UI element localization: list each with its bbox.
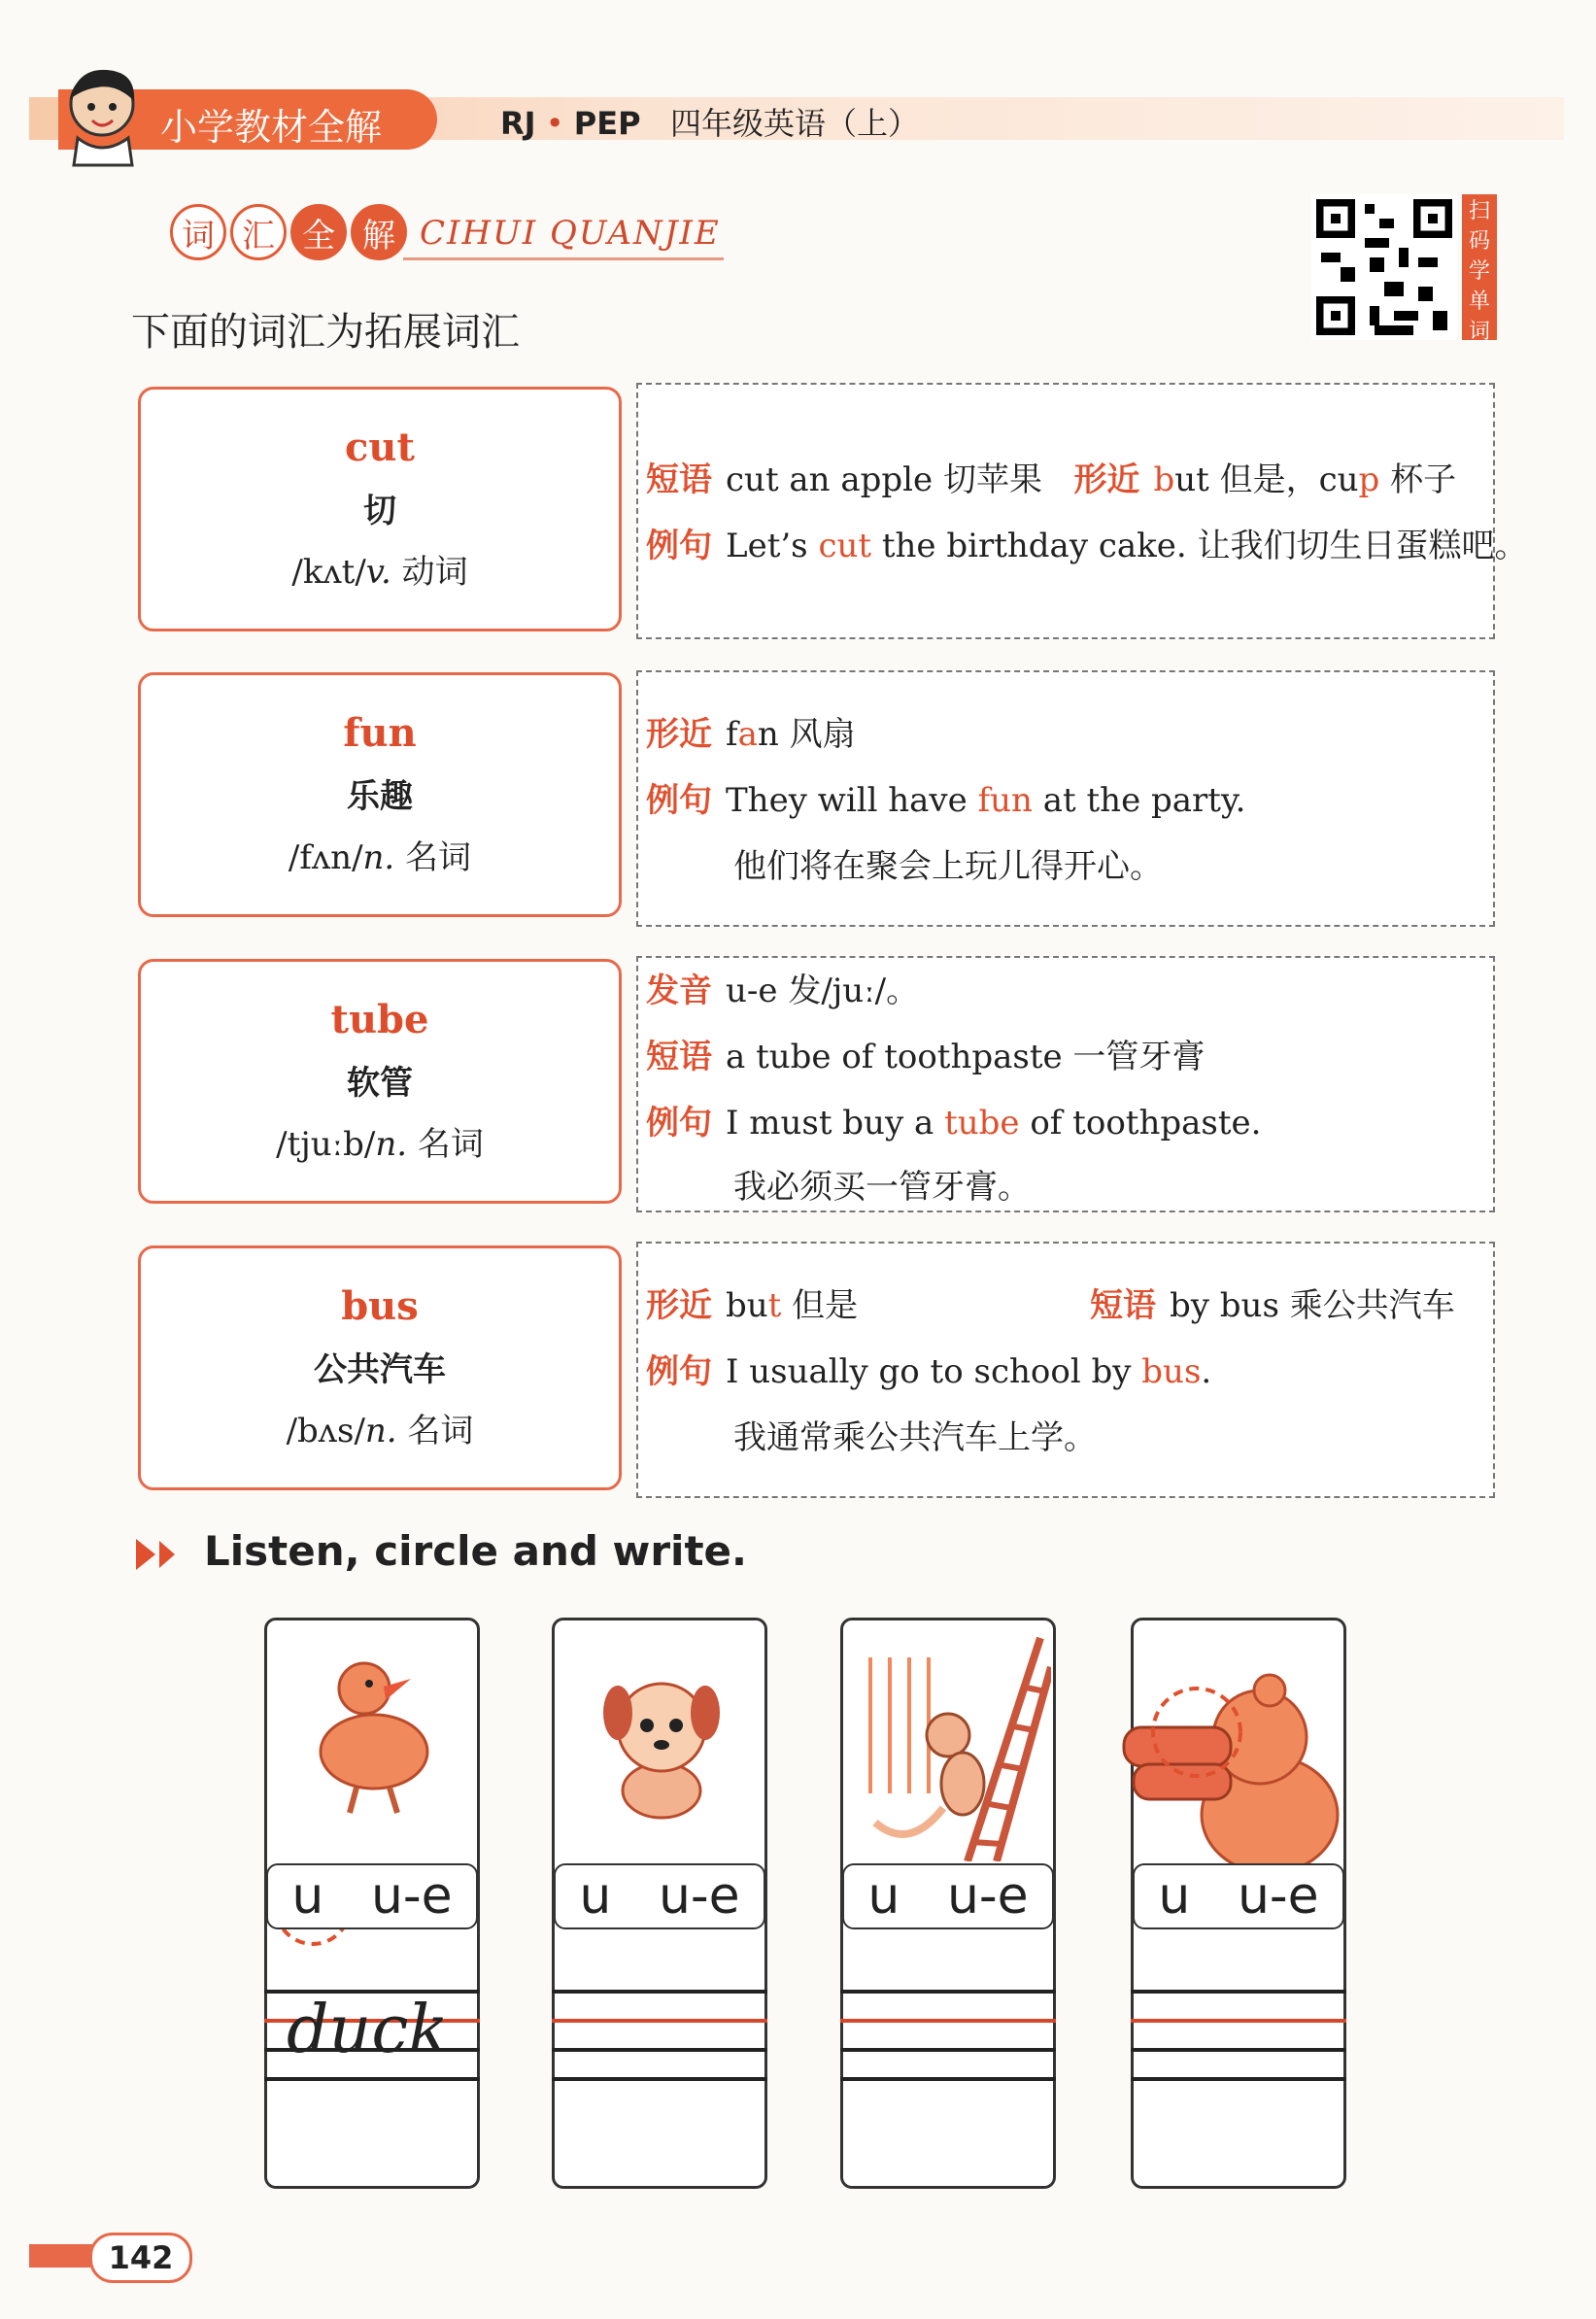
word-phonetic: /kʌt/v. 动词 xyxy=(291,553,468,592)
section-char: 汇 xyxy=(230,204,287,260)
choice-u-e[interactable]: u-e xyxy=(370,1867,453,1926)
word-meaning: 乐趣 xyxy=(347,777,413,816)
book-subject: 四年级英语（上） xyxy=(670,105,920,142)
series-title: 小学教材全解 xyxy=(160,106,383,149)
info-row: 短语 a tube of toothpaste 一管牙膏 xyxy=(646,1038,1205,1076)
choice-u[interactable]: u xyxy=(579,1867,612,1926)
info-row: 短语 cut an apple 切苹果 形近 but 但是，cup 杯子 xyxy=(646,460,1457,499)
qr-label-char: 码 xyxy=(1468,229,1490,254)
word-meaning: 公共汽车 xyxy=(314,1350,446,1389)
word: cut xyxy=(345,425,415,470)
word-phonetic: /fʌn/n. 名词 xyxy=(288,838,472,877)
double-arrow-icon xyxy=(134,1535,192,1574)
word-phonetic: /tjuːb/n. 名词 xyxy=(276,1125,484,1164)
qr-label-char: 学 xyxy=(1468,259,1490,284)
choice-u-e[interactable]: u-e xyxy=(946,1867,1029,1926)
choice-box[interactable] xyxy=(842,1863,1054,1929)
writing-lines xyxy=(552,1990,767,2145)
section-char: 全 xyxy=(290,204,347,260)
word: bus xyxy=(341,1283,419,1329)
info-row: 我必须买一管牙膏。 xyxy=(733,1168,1031,1207)
bear-icon xyxy=(1104,1669,1347,1873)
qr-label xyxy=(1462,194,1497,344)
qr-label-char: 词 xyxy=(1468,320,1490,344)
written-answer: duck xyxy=(287,1992,449,2068)
choice-u[interactable]: u xyxy=(867,1867,900,1926)
choice-u[interactable]: u xyxy=(1158,1867,1191,1926)
duck-icon xyxy=(296,1650,452,1825)
word-card-bus xyxy=(138,1245,622,1490)
section-pinyin: CIHUI QUANJIE xyxy=(420,214,721,253)
choice-box[interactable] xyxy=(1133,1863,1344,1929)
book-code-sep: • xyxy=(545,105,564,142)
word: tube xyxy=(330,997,429,1042)
book-info xyxy=(500,99,919,144)
page-number: 142 xyxy=(89,2233,192,2283)
intro-text: 下面的词汇为拓展词汇 xyxy=(131,310,520,355)
writing-lines xyxy=(840,1990,1056,2145)
word: fun xyxy=(343,710,417,756)
qr-label-char: 扫 xyxy=(1468,199,1490,223)
word-meaning: 切 xyxy=(363,492,396,530)
word-info-bus xyxy=(636,1242,1495,1498)
info-row: 发音 u-e 发/juː/。 xyxy=(646,972,920,1010)
choice-u-e[interactable]: u-e xyxy=(1237,1867,1319,1926)
info-row: 例句 I usually go to school by bus. xyxy=(646,1352,1212,1391)
book-code-b: PEP xyxy=(573,105,641,142)
qr-label-char: 单 xyxy=(1468,290,1490,314)
info-row: 例句 Let’s cut the birthday cake. 让我们切生日蛋糕吧。 xyxy=(646,527,1528,565)
choice-box[interactable] xyxy=(266,1863,478,1929)
book-code-a: RJ xyxy=(500,105,536,142)
info-row: 短语 by bus 乘公共汽车 xyxy=(1090,1286,1455,1325)
info-row: 我通常乘公共汽车上学。 xyxy=(733,1418,1097,1457)
page-number-bar xyxy=(29,2244,97,2268)
writing-lines xyxy=(1131,1990,1346,2145)
word-card-cut xyxy=(138,387,622,631)
word-info-tube xyxy=(636,956,1495,1212)
boy-mascot-icon xyxy=(49,60,155,167)
info-row: 形近 but 但是 xyxy=(646,1286,859,1325)
qr-code-icon[interactable] xyxy=(1311,194,1457,340)
word-meaning: 软管 xyxy=(347,1064,413,1103)
info-row: 形近 fan 风扇 xyxy=(646,715,856,754)
choice-u[interactable]: u xyxy=(291,1867,324,1926)
section-char: 解 xyxy=(351,204,407,260)
word-card-fun xyxy=(138,672,622,917)
monkey-icon xyxy=(851,1628,1051,1861)
choice-box[interactable] xyxy=(554,1863,765,1929)
info-row: 例句 I must buy a tube of toothpaste. xyxy=(646,1104,1262,1142)
info-row: 他们将在聚会上玩儿得开心。 xyxy=(733,847,1163,886)
word-card-tube xyxy=(138,959,622,1204)
word-phonetic: /bʌs/n. 名词 xyxy=(286,1412,474,1450)
info-row: 例句 They will have fun at the party. xyxy=(646,781,1246,820)
choice-u-e[interactable]: u-e xyxy=(658,1867,740,1926)
dog-icon xyxy=(584,1659,739,1825)
word-info-fun xyxy=(636,670,1495,927)
section-char: 词 xyxy=(170,204,226,260)
section-title xyxy=(170,204,407,260)
activity-title: Listen, circle and write. xyxy=(204,1527,747,1575)
section-underline xyxy=(403,257,724,260)
word-info-cut xyxy=(636,383,1528,639)
